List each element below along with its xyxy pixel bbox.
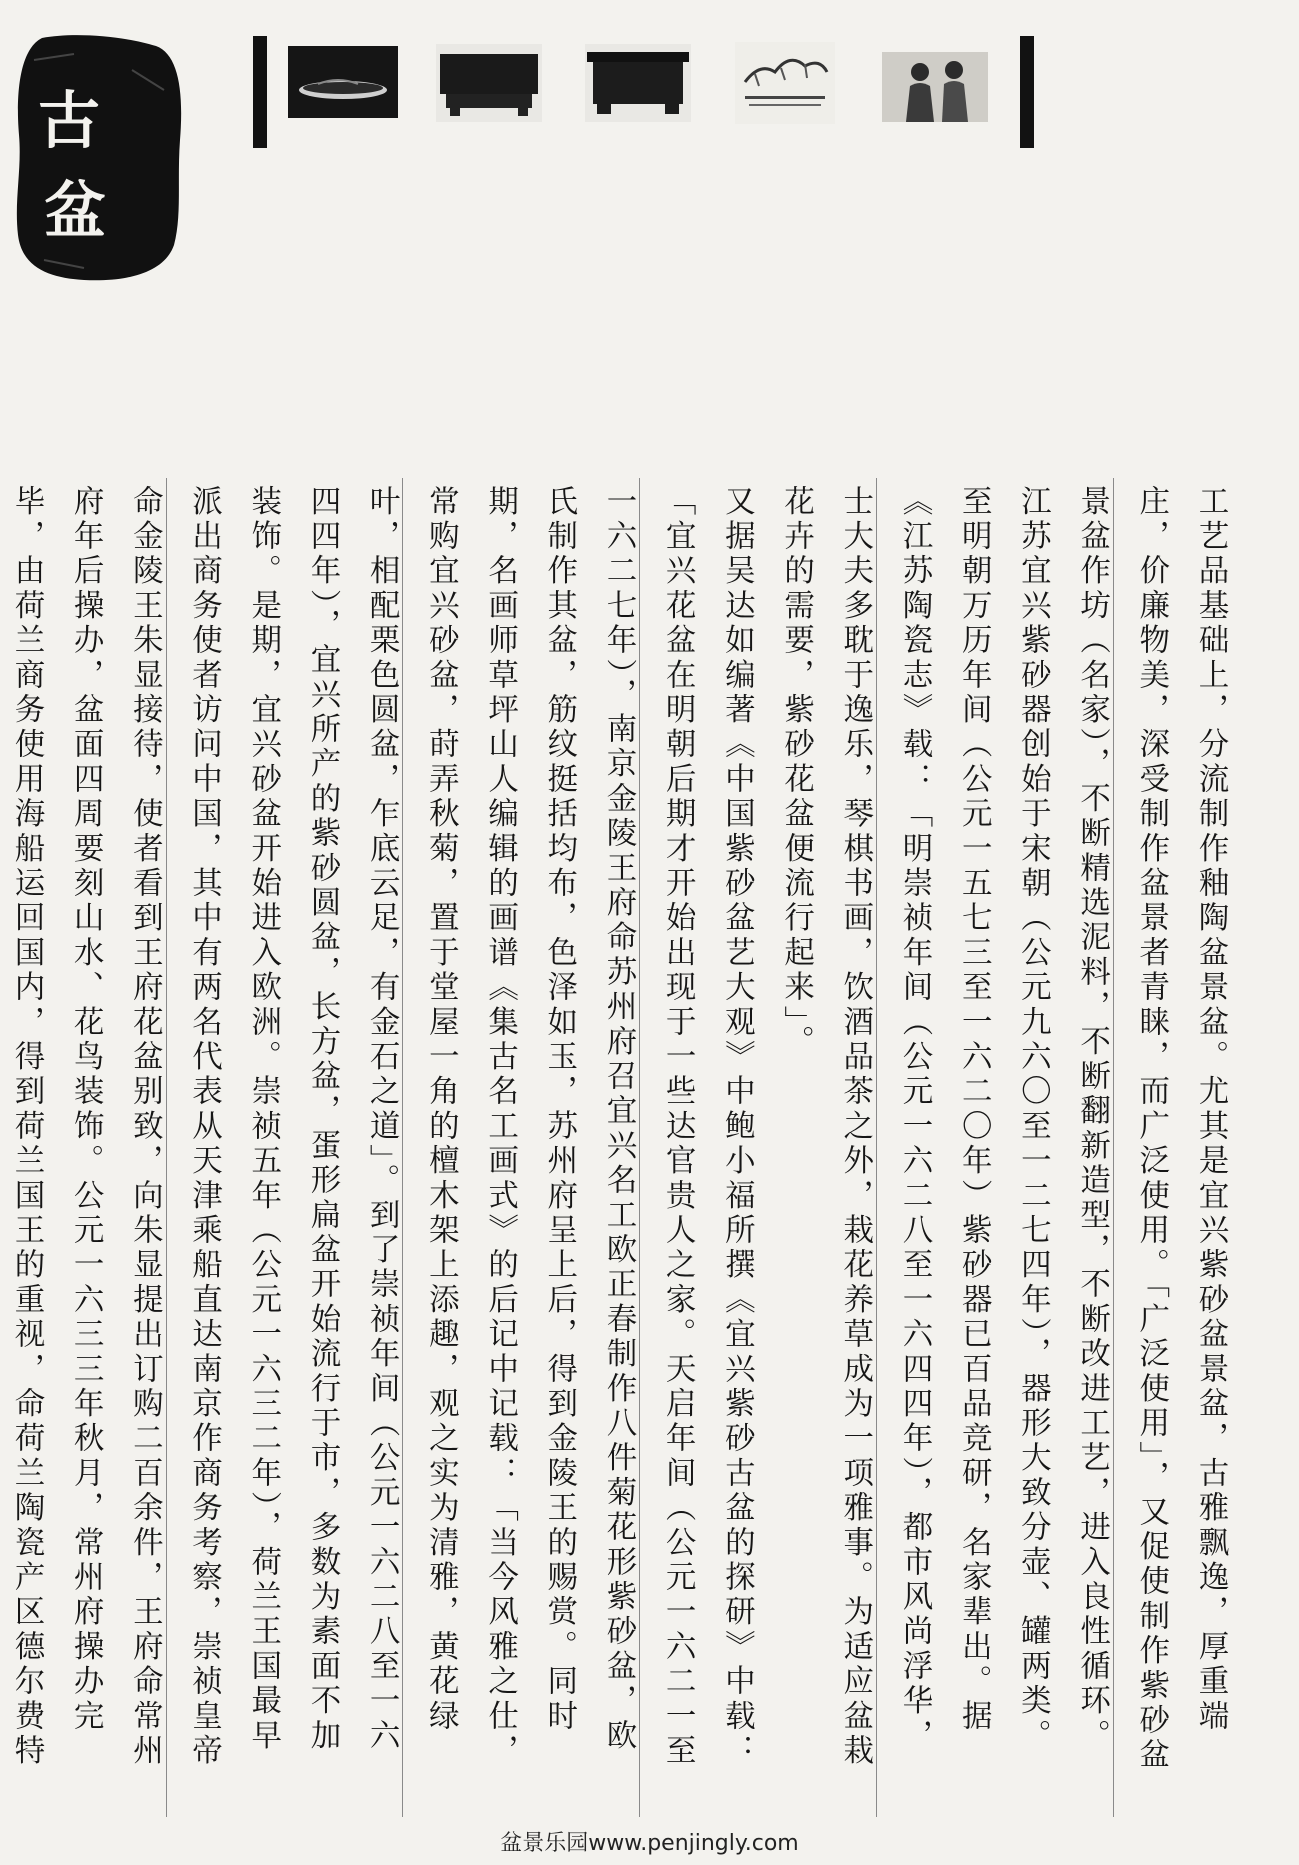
footer-watermark: 盆景乐园www.penjingly.com xyxy=(500,1831,799,1856)
seal-char-2: 盆 xyxy=(44,174,107,247)
figure-photo xyxy=(882,52,988,122)
paragraph: 江苏宜兴紫砂器创始于宋朝（公元九六〇至一二七四年），器形大致分壶、罐两类。至明朝万历年间（公元一五七三至一六二〇年）紫砂器已百品竞研，名家辈出。据《江苏陶瓷志》载：「明崇祯年间（公元一六二八至一六四四年），都市风尚浮华，士大夫多耽于逸乐，琴棋书画，饮酒品茶之外，栽花养草成为一项雅事。为适应盆栽花卉的需要，紫砂花盆便流行起来」。 xyxy=(778,485,1051,1769)
basin-photo-1 xyxy=(436,44,542,122)
header-bar-left xyxy=(253,36,267,148)
seal-characters xyxy=(14,30,184,285)
basin-photo-2 xyxy=(585,44,691,122)
paragraph: 又据吴达如编著《中国紫砂盆艺大观》中鲍小福所撰《宜兴紫砂古盆的探研》中载：「宜兴花盆在明朝后期才开始出现于一些达官贵人之家。天启年间（公元一六二一至一六二七年），南京金陵王府命苏州府召宜兴名工欧正春制作八件菊花形紫砂盆，欧氏制作其盆，筋纹挺括均布，色泽如玉，苏州府呈上后，得到金陵王的赐赏。同时期，名画师草坪山人编辑的画谱《集古名工画式》的后记中记载：「当今风雅之仕，常购宜兴砂盆，莳弄秋菊，置于堂屋一角的檀木架上添趣，观之实为清雅，黄花绿叶，相配栗色圆盆，乍底云足，有金石之道」。到了崇祯年间（公元一六二八至一六四四年），宜兴所产的紫砂圆盆，长方盆，蛋形扁盆开始流行于市，多数为素面不加装饰。是期，宜兴砂盆开始进入欧洲。崇祯五年（公元一六三二年），荷兰王国最早派出商务使者访问中国，其中有两名代表从天津乘船直达南京作商务考察，崇祯皇帝命金陵王朱显接待，使者看到王府花盆别致，向朱显提出订购二百余件，王府命常州府年后操办，盆面四周要刻山水、花鸟装饰。公元一六三三年秋月，常州府操办完毕，由荷兰商务使用海船运回国内，得到荷兰国王的重视，命荷兰陶瓷产区德尔费特 xyxy=(8,485,755,1769)
header-bar-right xyxy=(1020,36,1034,148)
plate-photo xyxy=(288,46,398,118)
paragraph: 工艺品基础上，分流制作釉陶盆景盆。尤其是宜兴紫砂盆景盆，古雅飘逸，厚重端庄，价廉物美，深受制作盆景者青睐，而广泛使用。「广泛使用」，又促使制作紫砂盆景盆作坊（名家），不断精选泥料，不断翻新造型，不断改进工艺，进入良性循环。 xyxy=(1074,485,1228,1774)
bonsai-illustration xyxy=(735,42,835,124)
article-body xyxy=(8,485,1240,1785)
seal-char-1: 古 xyxy=(38,84,101,157)
seal-logo xyxy=(14,30,184,285)
